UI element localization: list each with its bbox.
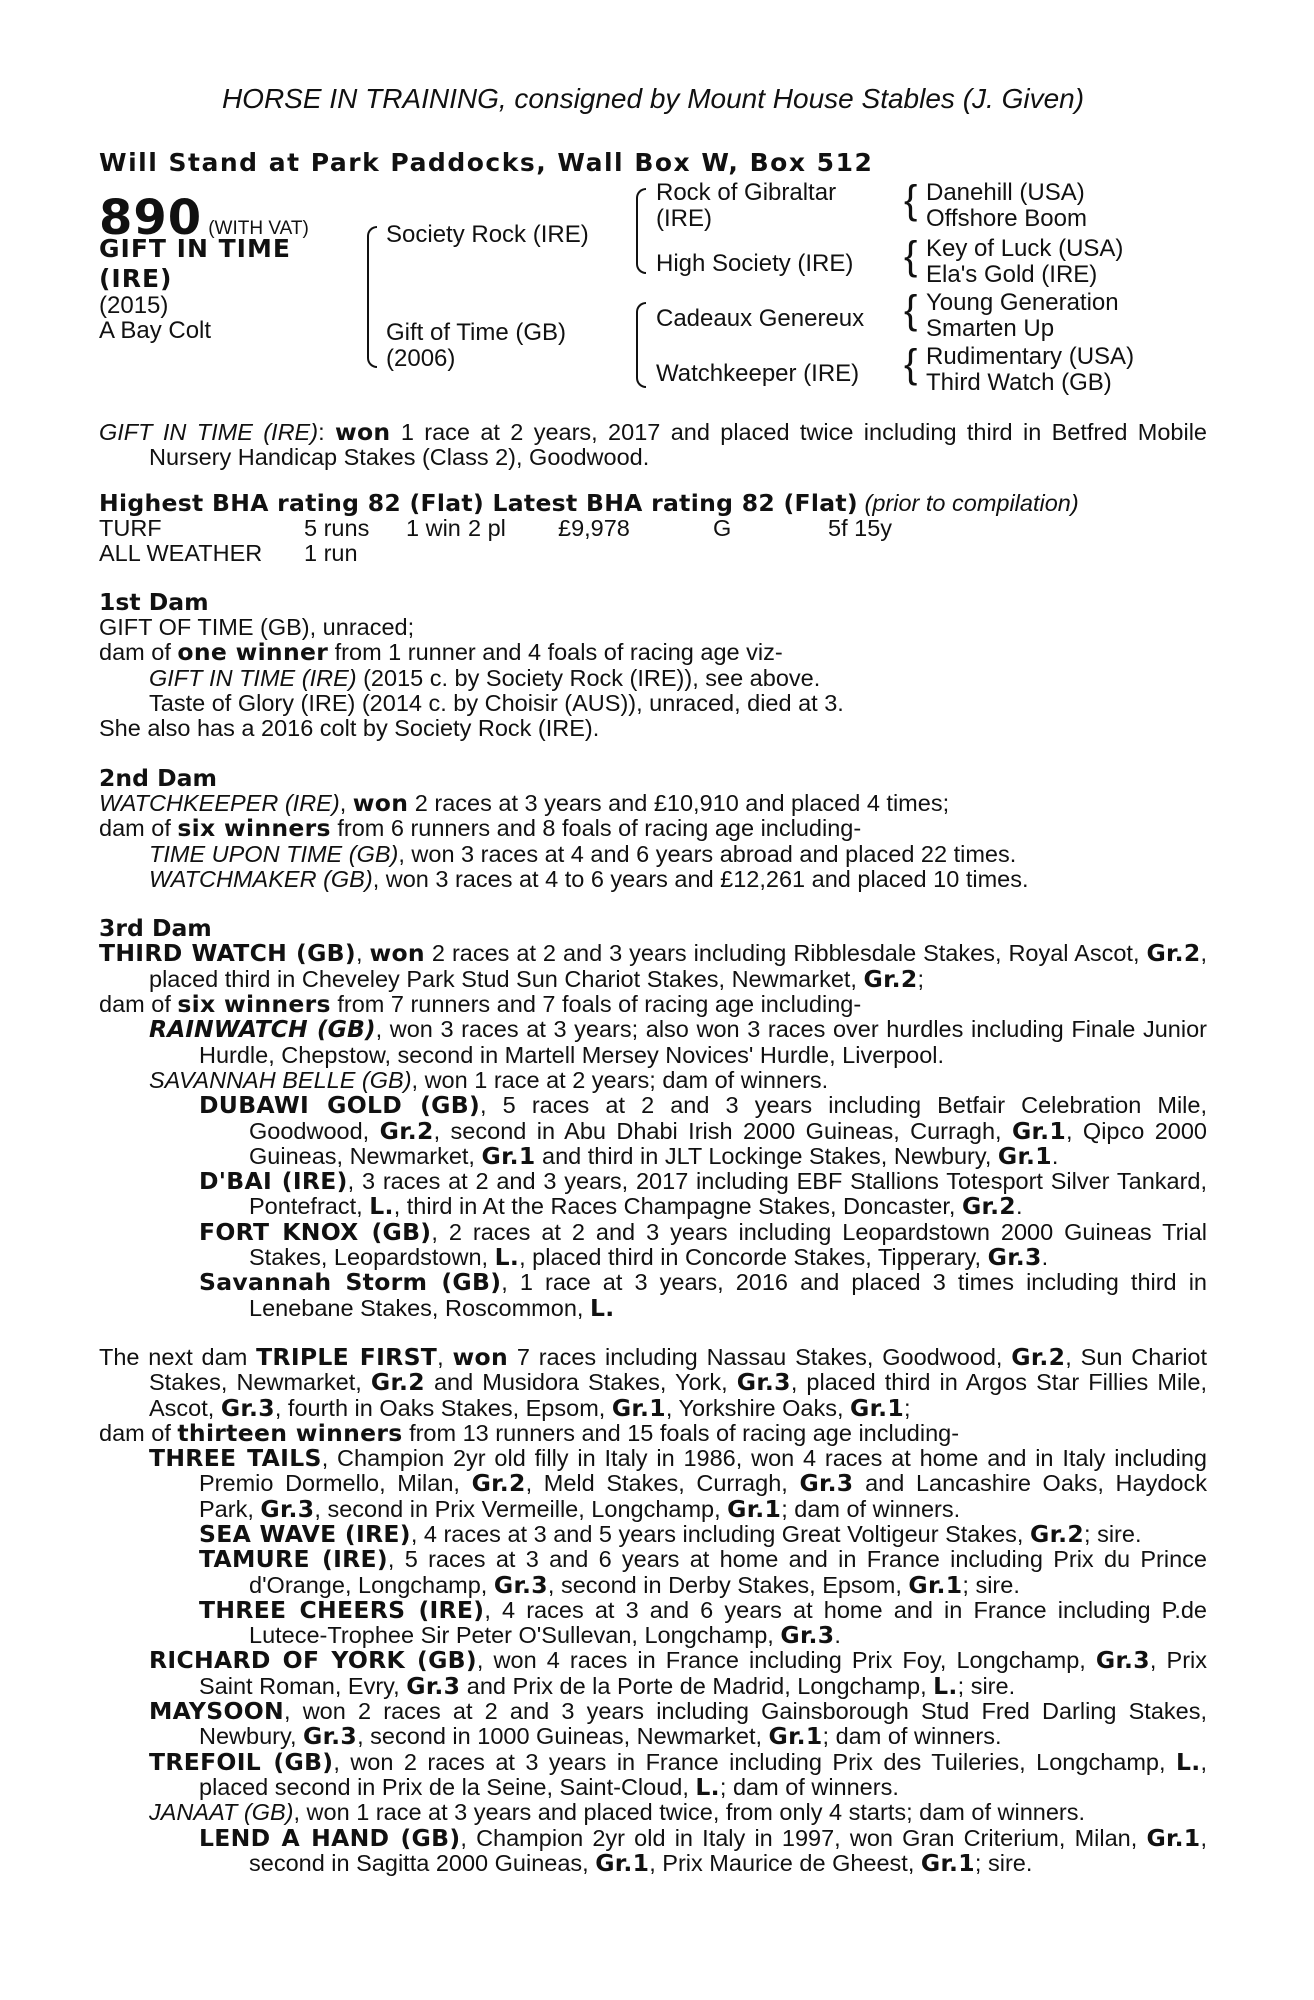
ry-t2: , Prix Saint Roman, Evry,: [199, 1647, 1207, 1699]
produce-three-tails: [99, 1446, 1207, 1522]
rating-text: Highest BHA rating 82 (Flat) Latest BHA rating 82 (Flat): [99, 488, 858, 517]
dam2-line2: [99, 816, 1207, 841]
tc-t1: , 4 races at 3 and 6 years at home and in France including P.de Lutece-Trophee Sir Peter O'Sullevan, Longchamp,: [249, 1596, 1208, 1649]
dam2-p1-text: , won 3 races at 4 and 6 years abroad and placed 22 times.: [398, 840, 1017, 867]
perf-runs: 1 run: [304, 539, 358, 566]
dam3-dam-b: six winners: [177, 990, 331, 1019]
fortknox-t3: .: [1041, 1244, 1049, 1271]
perf-going: [713, 541, 828, 566]
pedigree-gen3-ddd: Third Watch (GB): [926, 369, 1112, 396]
dam2-heading: 2nd Dam: [99, 763, 217, 792]
tt-g3: Gr.3: [260, 1494, 315, 1523]
next-dam-intro: The next dam: [99, 1343, 257, 1370]
savannahstorm-t1: , 1 race at 3 years, 2016 and placed 3 times including third in Lenebane Stakes, Roscommon,: [249, 1269, 1207, 1321]
performance-table: [99, 516, 892, 566]
dbai-t2: , third in At the Races Champagne Stakes, Doncaster,: [393, 1193, 962, 1220]
produce-sea-wave: [99, 1519, 1207, 1548]
nd-g1: Gr.2: [1011, 1342, 1066, 1371]
tam-name: TAMURE (IRE): [199, 1545, 388, 1574]
tc-name: THREE CHEERS (IRE): [199, 1595, 485, 1624]
dam3-t3: ;: [917, 965, 925, 992]
savannahstorm-g1: L.: [589, 1293, 615, 1322]
perf-wins: 1 win: [406, 514, 461, 541]
horse-description: A Bay Colt: [99, 317, 212, 344]
pedigree-dam-name: Gift of Time (GB): [386, 319, 567, 346]
savannahstorm-name: Savannah Storm (GB): [199, 1268, 502, 1297]
lh-g1: Gr.1: [1146, 1823, 1201, 1852]
nd-g2: Gr.2: [370, 1368, 425, 1397]
dam2-name: WATCHKEEPER (IRE): [99, 789, 340, 816]
tf-t3: ; dam of winners.: [719, 1773, 899, 1800]
savannah-text: , won 1 race at 2 years; dam of winners.: [411, 1066, 829, 1093]
tam-g1: Gr.3: [493, 1570, 548, 1599]
dam2-dam-b: six winners: [177, 814, 331, 843]
pedigree-gen3-sdd: Ela's Gold (IRE): [926, 261, 1098, 288]
lh-g3: Gr.1: [920, 1848, 975, 1877]
performance-row: [99, 516, 892, 541]
dubawi-t5: .: [1051, 1142, 1059, 1169]
dubawi-t2: , second in Abu Dhabi Irish 2000 Guineas, Curragh,: [433, 1117, 1012, 1144]
nd-g4: Gr.3: [220, 1393, 275, 1422]
dbai-g1: L.: [369, 1192, 394, 1221]
tt-g4: Gr.1: [727, 1494, 782, 1523]
tam-t1: , 5 races at 3 and 6 years at home and in France including Prix du Prince d'Orange, Longchamp,: [249, 1546, 1207, 1598]
dam3-g2: Gr.2: [863, 964, 918, 993]
dbai-t1: , 3 races at 2 and 3 years, 2017 including EBF Stallions Totesport Silver Tankard, Pontefract,: [249, 1168, 1208, 1220]
pedigree-sire-sire-suffix: (IRE): [656, 205, 712, 232]
summary-text2: Mobile Nursery Handicap Stakes (Class 2), Goodwood.: [149, 419, 1207, 471]
tf-g1: L.: [1175, 1747, 1201, 1776]
next-dam-name: TRIPLE FIRST: [256, 1342, 438, 1371]
pedigree-sire: Society Rock (IRE): [386, 221, 589, 248]
my-t2: , second in 1000 Guineas, Newmarket,: [357, 1723, 769, 1750]
ry-g1: Gr.3: [1095, 1646, 1150, 1675]
next-dam-won: won: [452, 1342, 508, 1371]
dam3-t2: , placed third in Cheveley Park Stud Sun Chariot Stakes, Newmarket,: [149, 940, 1208, 992]
dam1-line2-c: from 1 runner and 4 foals of racing age viz-: [328, 639, 783, 666]
pedigree-gen3-dds: Rudimentary (USA): [926, 343, 1135, 370]
nd-dam-c: from 13 runners and 15 foals of racing age including-: [402, 1419, 960, 1446]
dam2-produce-1: [99, 842, 1207, 867]
perf-distance: 5f 15y: [828, 514, 893, 541]
pedigree-dam: [386, 320, 566, 372]
pedigree-sire-dam: High Society (IRE): [656, 250, 854, 277]
perf-going: G: [713, 514, 732, 541]
dam3-heading: 3rd Dam: [99, 914, 212, 943]
produce-maysoon: [99, 1699, 1207, 1750]
my-name: MAYSOON: [149, 1697, 284, 1726]
dam1-produce-2: Taste of Glory (IRE) (2014 c. by Choisir (AUS)), unraced, died at 3.: [149, 690, 844, 717]
fortknox-name: FORT KNOX (GB): [199, 1217, 432, 1246]
nd-dam-a: dam of: [99, 1419, 178, 1446]
fortknox-t1: , 2 races at 2 and 3 years including Leopardstown 2000 Guineas Trial Stakes, Leopardstown,: [249, 1218, 1208, 1271]
lh-t4: ; sire.: [974, 1849, 1033, 1876]
perf-prize: £9,978: [558, 514, 630, 541]
dam3-name: THIRD WATCH (GB): [99, 939, 356, 968]
page-header: HORSE IN TRAINING, consigned by Mount House Stables (J. Given): [221, 83, 1085, 114]
pedigree-brace-dam: [636, 302, 646, 388]
pedigree-dam-dam: Watchkeeper (IRE): [656, 360, 860, 387]
perf-distance: [828, 541, 892, 566]
nd-dam-b: thirteen winners: [177, 1418, 403, 1447]
lh-t1: , Champion 2yr old in Italy in 1997, won Gran Criterium, Milan,: [460, 1824, 1147, 1851]
dubawi-g2: Gr.1: [1011, 1116, 1066, 1145]
perf-surface: ALL WEATHER: [99, 539, 263, 566]
savannah-name: SAVANNAH BELLE (GB): [149, 1066, 412, 1093]
perf-surface: TURF: [99, 514, 162, 541]
pedigree-curly-2: {: [904, 234, 918, 278]
ry-name: RICHARD OF YORK (GB): [149, 1646, 477, 1675]
fortknox-g1: L.: [494, 1243, 520, 1272]
nd-g3: Gr.3: [736, 1368, 791, 1397]
tam-t2: , second in Derby Stakes, Epsom,: [547, 1571, 909, 1598]
pedigree-curly-3: {: [904, 288, 918, 332]
perf-prize: [558, 541, 713, 566]
dam1-produce-1: [99, 666, 1207, 691]
tc-g1: Gr.3: [780, 1621, 835, 1650]
dubawi-g4: Gr.1: [997, 1141, 1052, 1170]
dam2-dam-a: dam of: [99, 815, 178, 842]
dam1-line1: GIFT OF TIME (GB), unraced;: [99, 614, 415, 641]
dbai-g2: Gr.2: [961, 1192, 1016, 1221]
next-dam-dam-of: [99, 1418, 1207, 1447]
horse-name-line2: (IRE): [99, 264, 173, 293]
pedigree-dam-sire: Cadeaux Genereux: [656, 305, 865, 332]
summary-text1: 1 race at 2 years, 2017 and placed twice including third in Betfred: [390, 419, 1128, 445]
dam3-produce-rainwatch: [99, 1017, 1207, 1068]
dam3-dam-a: dam of: [99, 991, 178, 1018]
stand-location: Will Stand at Park Paddocks, Wall Box W, Box 512: [99, 148, 874, 177]
produce-three-cheers: [99, 1595, 1208, 1650]
pedigree-brace-sire: [636, 188, 646, 274]
dam3-record: THIRD WATCH (GB), won 2 races at 2 and 3 years including Ribblesdale Stakes, Royal Ascot, Gr.2, placed third in Cheveley Park Stud Sun Chariot Stakes, Newmarket, Gr.2;: [99, 939, 1208, 993]
tt-t2: , Meld Stakes, Curragh,: [525, 1470, 800, 1497]
nd-t1: 7 races including Nassau Stakes, Goodwood,: [508, 1343, 1012, 1370]
tt-t5: ; dam of winners.: [781, 1495, 961, 1522]
dbai-name: D'BAI (IRE): [199, 1167, 348, 1196]
dam2-text: 2 races at 3 years and £10,910 and placed 4 times;: [408, 789, 950, 816]
my-t1: , won 2 races at 2 and 3 years including Gainsborough Stud Fred Darling Stakes, Newbury,: [199, 1698, 1207, 1750]
pedigree-gen3-sds: Key of Luck (USA): [926, 235, 1124, 262]
rainwatch-name: RAINWATCH (GB): [149, 1015, 376, 1044]
vat-note: (WITH VAT): [208, 218, 309, 239]
dam1-p1-name: GIFT IN TIME (IRE): [149, 664, 357, 691]
pedigree-sire-sire: [656, 180, 836, 232]
dam1-line2: [99, 640, 1207, 665]
nd-t4: , placed third in Argos Star Fillies Mile, Ascot,: [149, 1369, 1207, 1421]
dam1-line-end: She also has a 2016 colt by Society Rock (IRE).: [99, 715, 600, 742]
lh-t3: , Prix Maurice de Gheest,: [649, 1849, 921, 1876]
ry-t1: , won 4 races in France including Prix Foy, Longchamp,: [476, 1647, 1096, 1674]
ry-t3: and Prix de la Porte de Madrid, Longchamp,: [460, 1672, 934, 1699]
sw-t1: , 4 races at 3 and 5 years including Great Voltigeur Stakes,: [410, 1520, 1030, 1547]
produce-tamure: [99, 1547, 1207, 1598]
catalogue-body: [99, 420, 1207, 1876]
nd-t6: , Yorkshire Oaks,: [665, 1394, 851, 1421]
rating-line: [99, 488, 1207, 517]
horse-year: (2015): [99, 292, 169, 319]
tt-t1: , Champion 2yr old filly in Italy in 1986, won 4 races at home and in Italy including Premio Dormello, Milan,: [199, 1445, 1207, 1497]
dam3-produce-savannahstorm: [99, 1270, 1207, 1321]
summary-won: won: [334, 418, 391, 446]
dam2-p2-text: , won 3 races at 4 to 6 years and £12,261 and placed 10 times.: [372, 865, 1029, 892]
lh-t2: , second in Sagitta 2000 Guineas,: [249, 1824, 1207, 1876]
produce-janaat: [99, 1800, 1207, 1825]
dam2-won: won: [352, 788, 409, 817]
dam3-dam-of: [99, 992, 1207, 1017]
tt-t3: and Lancashire Oaks, Haydock Park,: [199, 1470, 1207, 1522]
jn-t1: , won 1 race at 3 years and placed twice, from only 4 starts; dam of winners.: [293, 1799, 1086, 1826]
dubawi-g3: Gr.1: [481, 1141, 536, 1170]
pedigree-gen3-dss: Young Generation: [926, 289, 1119, 316]
sw-name: SEA WAVE (IRE): [199, 1519, 411, 1548]
dam3-produce-dubawi: [99, 1093, 1207, 1169]
lh-name: LEND A HAND (GB): [199, 1823, 461, 1852]
next-dam-record: The next dam TRIPLE FIRST, won 7 races including Nassau Stakes, Goodwood, Gr.2, Sun Chariot Stakes, Newmarket, Gr.2 and Musidora Stakes, York, Gr.3, placed third in Argos Star Fillies Mile, Ascot, Gr.3, fourth in Oaks Stakes, Epsom, Gr.1, Yorkshire Oaks, Gr.1;: [99, 1342, 1208, 1422]
pedigree-gen3-sss: Danehill (USA): [926, 179, 1085, 206]
nd-g6: Gr.1: [850, 1393, 905, 1422]
horse-name-line1: GIFT IN TIME: [99, 234, 291, 263]
dubawi-t1: , 5 races at 2 and 3 years including Betfair Celebration Mile, Goodwood,: [249, 1092, 1208, 1144]
dam2-line1: WATCHKEEPER (IRE), won 2 races at 3 years and £10,910 and placed 4 times;: [99, 788, 950, 817]
summary-paragraph: GIFT IN TIME (IRE): won 1 race at 2 years, 2017 and placed twice including third in Betfred Mobile Nursery Handicap Stakes (Class 2), Goodwood.: [99, 418, 1207, 471]
pedigree-sire-sire-name: Rock of Gibraltar: [656, 179, 837, 206]
dam2-produce-2: [99, 867, 1207, 892]
produce-lend-a-hand: [99, 1823, 1207, 1877]
sw-t2: ; sire.: [1084, 1520, 1142, 1547]
dam3-produce-dbai: [99, 1169, 1207, 1220]
pedigree-gen3-dsd: Smarten Up: [926, 315, 1055, 342]
dam3-produce-fortknox: [99, 1217, 1208, 1272]
tf-g2: L.: [695, 1772, 720, 1801]
dam3-produce-savannah: [99, 1068, 1207, 1093]
ry-t4: ; sire.: [957, 1672, 1016, 1699]
dbai-t3: .: [1015, 1193, 1023, 1220]
pedigree-brace-main: [367, 226, 377, 368]
nd-t2: , Sun Chariot Stakes, Newmarket,: [149, 1343, 1208, 1396]
dubawi-t4: and third in JLT Lockinge Stakes, Newbury,: [535, 1142, 998, 1169]
tf-name: TREFOIL (GB): [149, 1747, 334, 1776]
my-g1: Gr.3: [303, 1722, 358, 1751]
rating-note: (prior to compilation): [864, 489, 1079, 516]
lh-g2: Gr.1: [595, 1848, 650, 1877]
pedigree-gen3-ssd: Offshore Boom: [926, 205, 1087, 232]
dam3-g1: Gr.2: [1146, 939, 1201, 968]
nd-t5: , fourth in Oaks Stakes, Epsom,: [274, 1394, 612, 1421]
fortknox-g2: Gr.3: [987, 1243, 1042, 1272]
dam1-line2-a: dam of: [99, 639, 178, 666]
produce-trefoil: [99, 1747, 1208, 1801]
tt-g1: Gr.2: [471, 1469, 526, 1498]
tt-name: THREE TAILS: [149, 1444, 322, 1473]
dam2-p1-name: TIME UPON TIME (GB): [149, 840, 399, 867]
perf-placed: [468, 541, 558, 566]
performance-row: [99, 541, 892, 566]
dam2-dam-c: from 6 runners and 8 foals of racing age including-: [330, 815, 862, 842]
fortknox-t2: , placed third in Concorde Stakes, Tipperary,: [519, 1244, 988, 1271]
jn-name: JANAAT (GB): [149, 1799, 294, 1826]
ry-g3: L.: [933, 1671, 958, 1700]
tam-g2: Gr.1: [908, 1570, 963, 1599]
tt-t4: , second in Prix Vermeille, Longchamp,: [314, 1495, 728, 1522]
tf-t1: , won 2 races at 3 years in France including Prix des Tuileries, Longchamp,: [333, 1748, 1176, 1775]
pedigree-curly-1: {: [904, 178, 918, 222]
nd-g5: Gr.1: [611, 1393, 666, 1422]
perf-wins: [406, 541, 468, 566]
dubawi-t3: , Qipco 2000 Guineas, Newmarket,: [249, 1117, 1207, 1169]
dam2-p2-name: WATCHMAKER (GB): [149, 865, 373, 892]
tf-t2: , placed second in Prix de la Seine, Saint-Cloud,: [199, 1748, 1208, 1800]
horse-name: [99, 234, 339, 294]
my-g2: Gr.1: [768, 1722, 823, 1751]
dubawi-g1: Gr.2: [379, 1116, 434, 1145]
dam1-line2-b: one winner: [177, 638, 329, 667]
nd-t7: ;: [904, 1394, 911, 1421]
tam-t3: ; sire.: [962, 1571, 1020, 1598]
dubawi-name: DUBAWI GOLD (GB): [199, 1091, 481, 1120]
perf-runs: 5 runs: [304, 514, 370, 541]
dam3-won: won: [369, 939, 425, 968]
nd-t3: and Musidora Stakes, York,: [424, 1369, 737, 1396]
pedigree-dam-year: (2006): [386, 345, 456, 372]
dam3-dam-c: from 7 runners and 7 foals of racing age including-: [330, 991, 862, 1018]
tt-g2: Gr.3: [799, 1469, 854, 1498]
lot-number: 890: [99, 190, 203, 246]
dam1-heading: 1st Dam: [99, 587, 209, 616]
sw-g1: Gr.2: [1030, 1519, 1085, 1548]
tc-t2: .: [834, 1622, 841, 1649]
my-t3: ; dam of winners.: [822, 1723, 1002, 1750]
pedigree-curly-4: {: [904, 342, 918, 386]
ry-g2: Gr.3: [406, 1671, 461, 1700]
rainwatch-text: , won 3 races at 3 years; also won 3 races over hurdles including Finale Junior Hurdle, Chepstow, second in Martell Mersey Novices' Hurdle, Liverpool.: [199, 1016, 1207, 1068]
perf-placed: 2 pl: [468, 514, 506, 541]
dam3-t1: 2 races at 2 and 3 years including Ribblesdale Stakes, Royal Ascot,: [424, 940, 1147, 967]
summary-horse-name: GIFT IN TIME (IRE): [99, 419, 319, 445]
produce-richard-of-york: [99, 1648, 1207, 1699]
dam1-p1-text: (2015 c. by Society Rock (IRE)), see above.: [356, 664, 821, 691]
